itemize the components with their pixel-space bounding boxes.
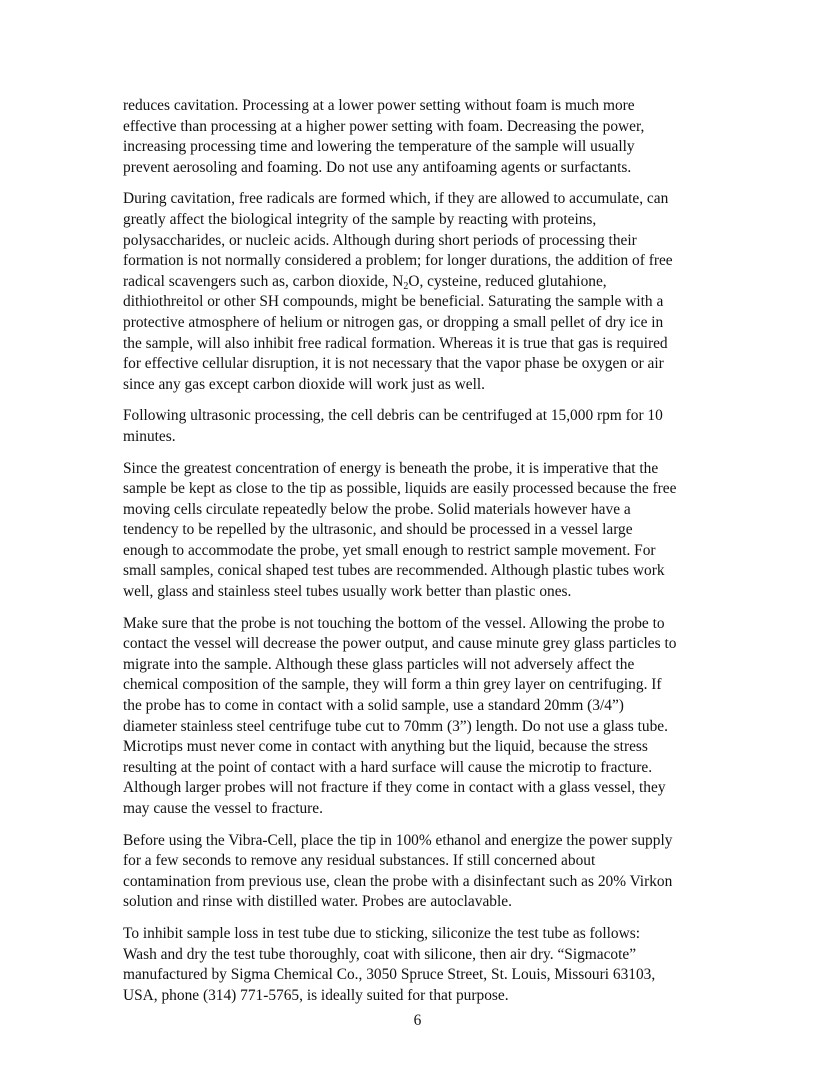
text-line: dithiothreitol or other SH compounds, might be beneficial. Saturating the sample with a [123,293,664,311]
text-line: prevent aerosoling and foaming. Do not use any antifoaming agents or surfactants. [123,158,632,176]
text-line: well, glass and stainless steel tubes usually work better than plastic ones. [123,583,572,601]
text-line: Make sure that the probe is not touching the bottom of the vessel. Allowing the probe to [123,614,665,632]
text-line: the sample, will also inhibit free radical formation. Whereas it is true that gas is required [123,334,668,352]
text-line: resulting at the point of contact with a hard surface will cause the microtip to fracture. [123,758,653,776]
text-line: polysaccharides, or nucleic acids. Although during short periods of processing their [123,231,637,249]
text-line: USA, phone (314) 771-5765, is ideally suited for that purpose. [123,986,509,1004]
text-line: Although larger probes will not fracture if they come in contact with a glass vessel, they [123,779,666,797]
n2o-subscript: 2 [403,280,409,292]
text-line: may cause the vessel to fracture. [123,800,323,817]
paragraph-siliconize [123,924,723,1006]
text-line: moving cells circulate repeatedly below the probe. Solid materials however have a [123,500,631,518]
page-number: 6 [413,1012,422,1029]
text-line: To inhibit sample loss in test tube due to sticking, siliconize the test tube as follows: [123,924,641,942]
text-line: Microtips must never come in contact with anything but the liquid, because the stress [123,738,648,756]
text-line: diameter stainless steel centrifuge tube cut to 70mm (3”) length. Do not use a glass tube. [123,717,668,735]
text-line: Since the greatest concentration of energy is beneath the probe, it is imperative that the [123,459,659,477]
paragraph-probe-contact [123,614,723,820]
text-line: the probe has to come in contact with a solid sample, use a standard 20mm (3/4”) [123,697,624,715]
body-text [123,96,723,1017]
text-line: greatly affect the biological integrity of the sample by reacting with proteins, [123,210,597,228]
text-line: enough to accommodate the probe, yet small enough to restrict sample movement. For [123,541,656,559]
paragraph-free-radicals [123,189,723,395]
text-line: minutes. [123,427,176,445]
n2o-after: O, cysteine, reduced glutahione, [408,272,607,290]
text-line: reduces cavitation. Processing at a lower power setting without foam is much more [123,97,635,114]
paragraph-cleaning [123,831,723,913]
text-line: small samples, conical shaped test tubes are recommended. Although plastic tubes work [123,562,665,580]
paragraph-energy-concentration [123,459,723,603]
text-line: effective than processing at a higher power setting with foam. Decreasing the power, [123,117,645,135]
text-line: Wash and dry the test tube thoroughly, coat with silicone, then air dry. “Sigmacote” [123,945,637,963]
text-line: protective atmosphere of helium or nitrogen gas, or dropping a small pellet of dry ice in [123,313,664,331]
text-line: for a few seconds to remove any residual substances. If still concerned about [123,852,596,870]
paragraph-foaming [123,96,723,178]
text-line: Before using the Vibra-Cell, place the tip in 100% ethanol and energize the power supply [123,831,673,849]
text-line: manufactured by Sigma Chemical Co., 3050 Spruce Street, St. Louis, Missouri 63103, [123,966,656,984]
text-line: chemical composition of the sample, they will form a thin grey layer on centrifuging. If [123,676,662,694]
text-line: During cavitation, free radicals are formed which, if they are allowed to accumulate, can [123,190,669,208]
text-line: Following ultrasonic processing, the cell debris can be centrifuged at 15,000 rpm for 10 [123,407,663,425]
text-line: increasing processing time and lowering the temperature of the sample will usually [123,138,635,156]
text-line: contact the vessel will decrease the power output, and cause minute grey glass particles to [123,635,677,653]
text-line-n2o [123,272,723,293]
text-line: solution and rinse with distilled water. Probes are autoclavable. [123,893,512,911]
text-line: contamination from previous use, clean the probe with a disinfectant such as 20% Virkon [123,872,673,890]
text-line: for effective cellular disruption, it is not necessary that the vapor phase be oxygen or air [123,355,664,373]
text-line: tendency to be repelled by the ultrasonic, and should be processed in a vessel large [123,521,633,539]
n2o-before: radical scavengers such as, carbon dioxide, N [123,272,404,290]
text-line: migrate into the sample. Although these glass particles will not adversely affect the [123,655,635,673]
text-line: formation is not normally considered a problem; for longer durations, the addition of free [123,252,673,270]
text-line: sample be kept as close to the tip as possible, liquids are easily processed because the free [123,480,677,498]
paragraph-centrifuge [123,406,723,447]
text-line: since any gas except carbon dioxide will work just as well. [123,375,486,393]
